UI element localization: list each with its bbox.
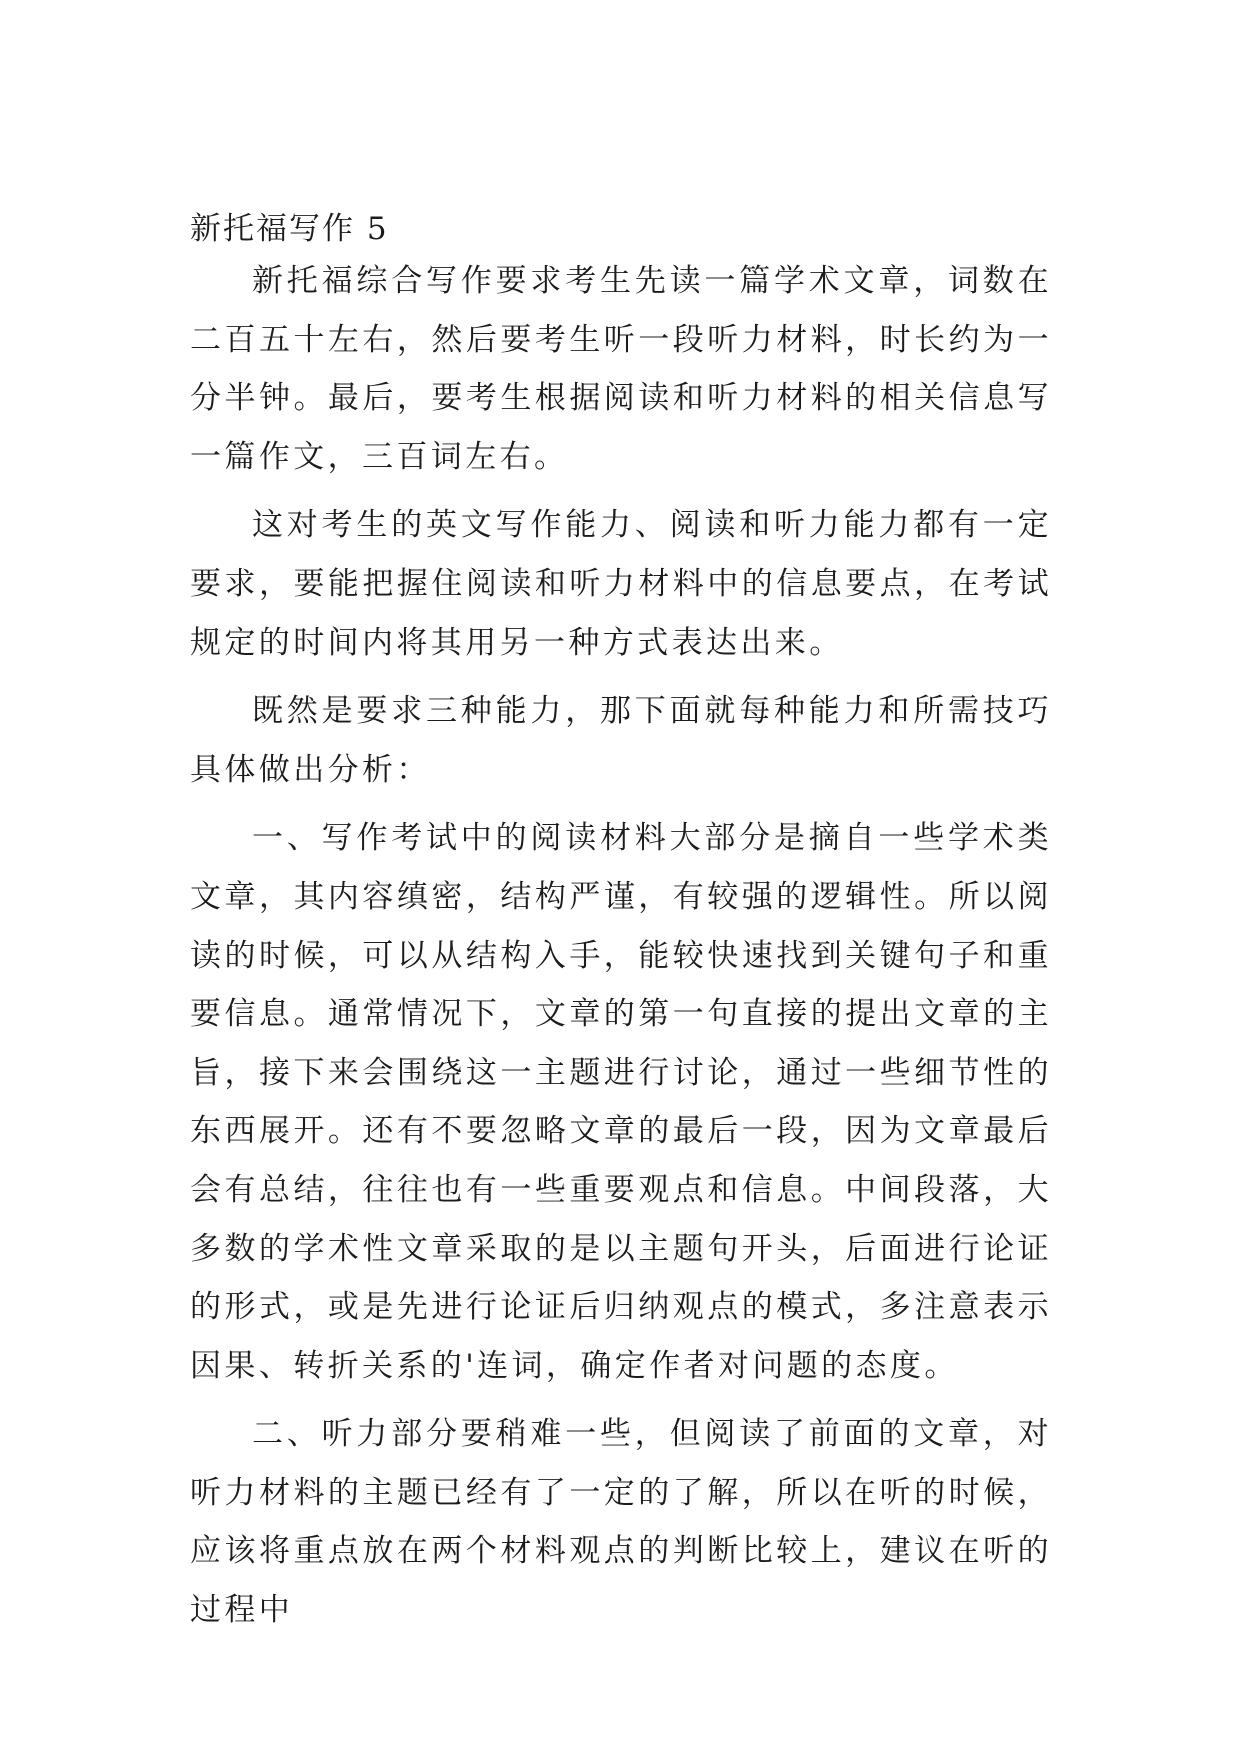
paragraph-requirements: 这对考生的英文写作能力、阅读和听力能力都有一定要求，要能把握住阅读和听力材料中的信息要点，在考试规定的时间内将其用另一种方式表达出来。: [190, 507, 1052, 661]
paragraph-intro: 新托福综合写作要求考生先读一篇学术文章，词数在二百五十左右，然后要考生听一段听力材料，时长约为一分半钟。最后，要考生根据阅读和听力材料的相关信息写一篇作文，三百词左右。: [190, 263, 1052, 475]
document-body: [190, 252, 1052, 1650]
paragraph-analysis-intro: 既然是要求三种能力，那下面就每种能力和所需技巧具体做出分析：: [190, 693, 1052, 788]
paragraph-reading-section: 一、写作考试中的阅读材料大部分是摘自一些学术类文章，其内容缜密，结构严谨，有较强的逻辑性。所以阅读的时候，可以从结构入手，能较快速找到关键句子和重要信息。通常情况下，文章的第一句直接的提出文章的主旨，接下来会围绕这一主题进行讨论，通过一些细节性的东西展开。还有不要忽略文章的最后一段，因为文章最后会有总结，往往也有一些重要观点和信息。中间段落，大多数的学术性文章采取的是以主题句开头，后面进行论证的形式，或是先进行论证后归纳观点的模式，多注意表示因果、转折关系的'连词，确定作者对问题的态度。: [190, 820, 1052, 1384]
paragraph-listening-section: 二、听力部分要稍难一些，但阅读了前面的文章，对听力材料的主题已经有了一定的了解，所以在听的时候，应该将重点放在两个材料观点的判断比较上，建议在听的过程中: [190, 1416, 1052, 1629]
document-page: [190, 0, 1052, 1754]
document-title: 新托福写作 5: [190, 211, 389, 247]
